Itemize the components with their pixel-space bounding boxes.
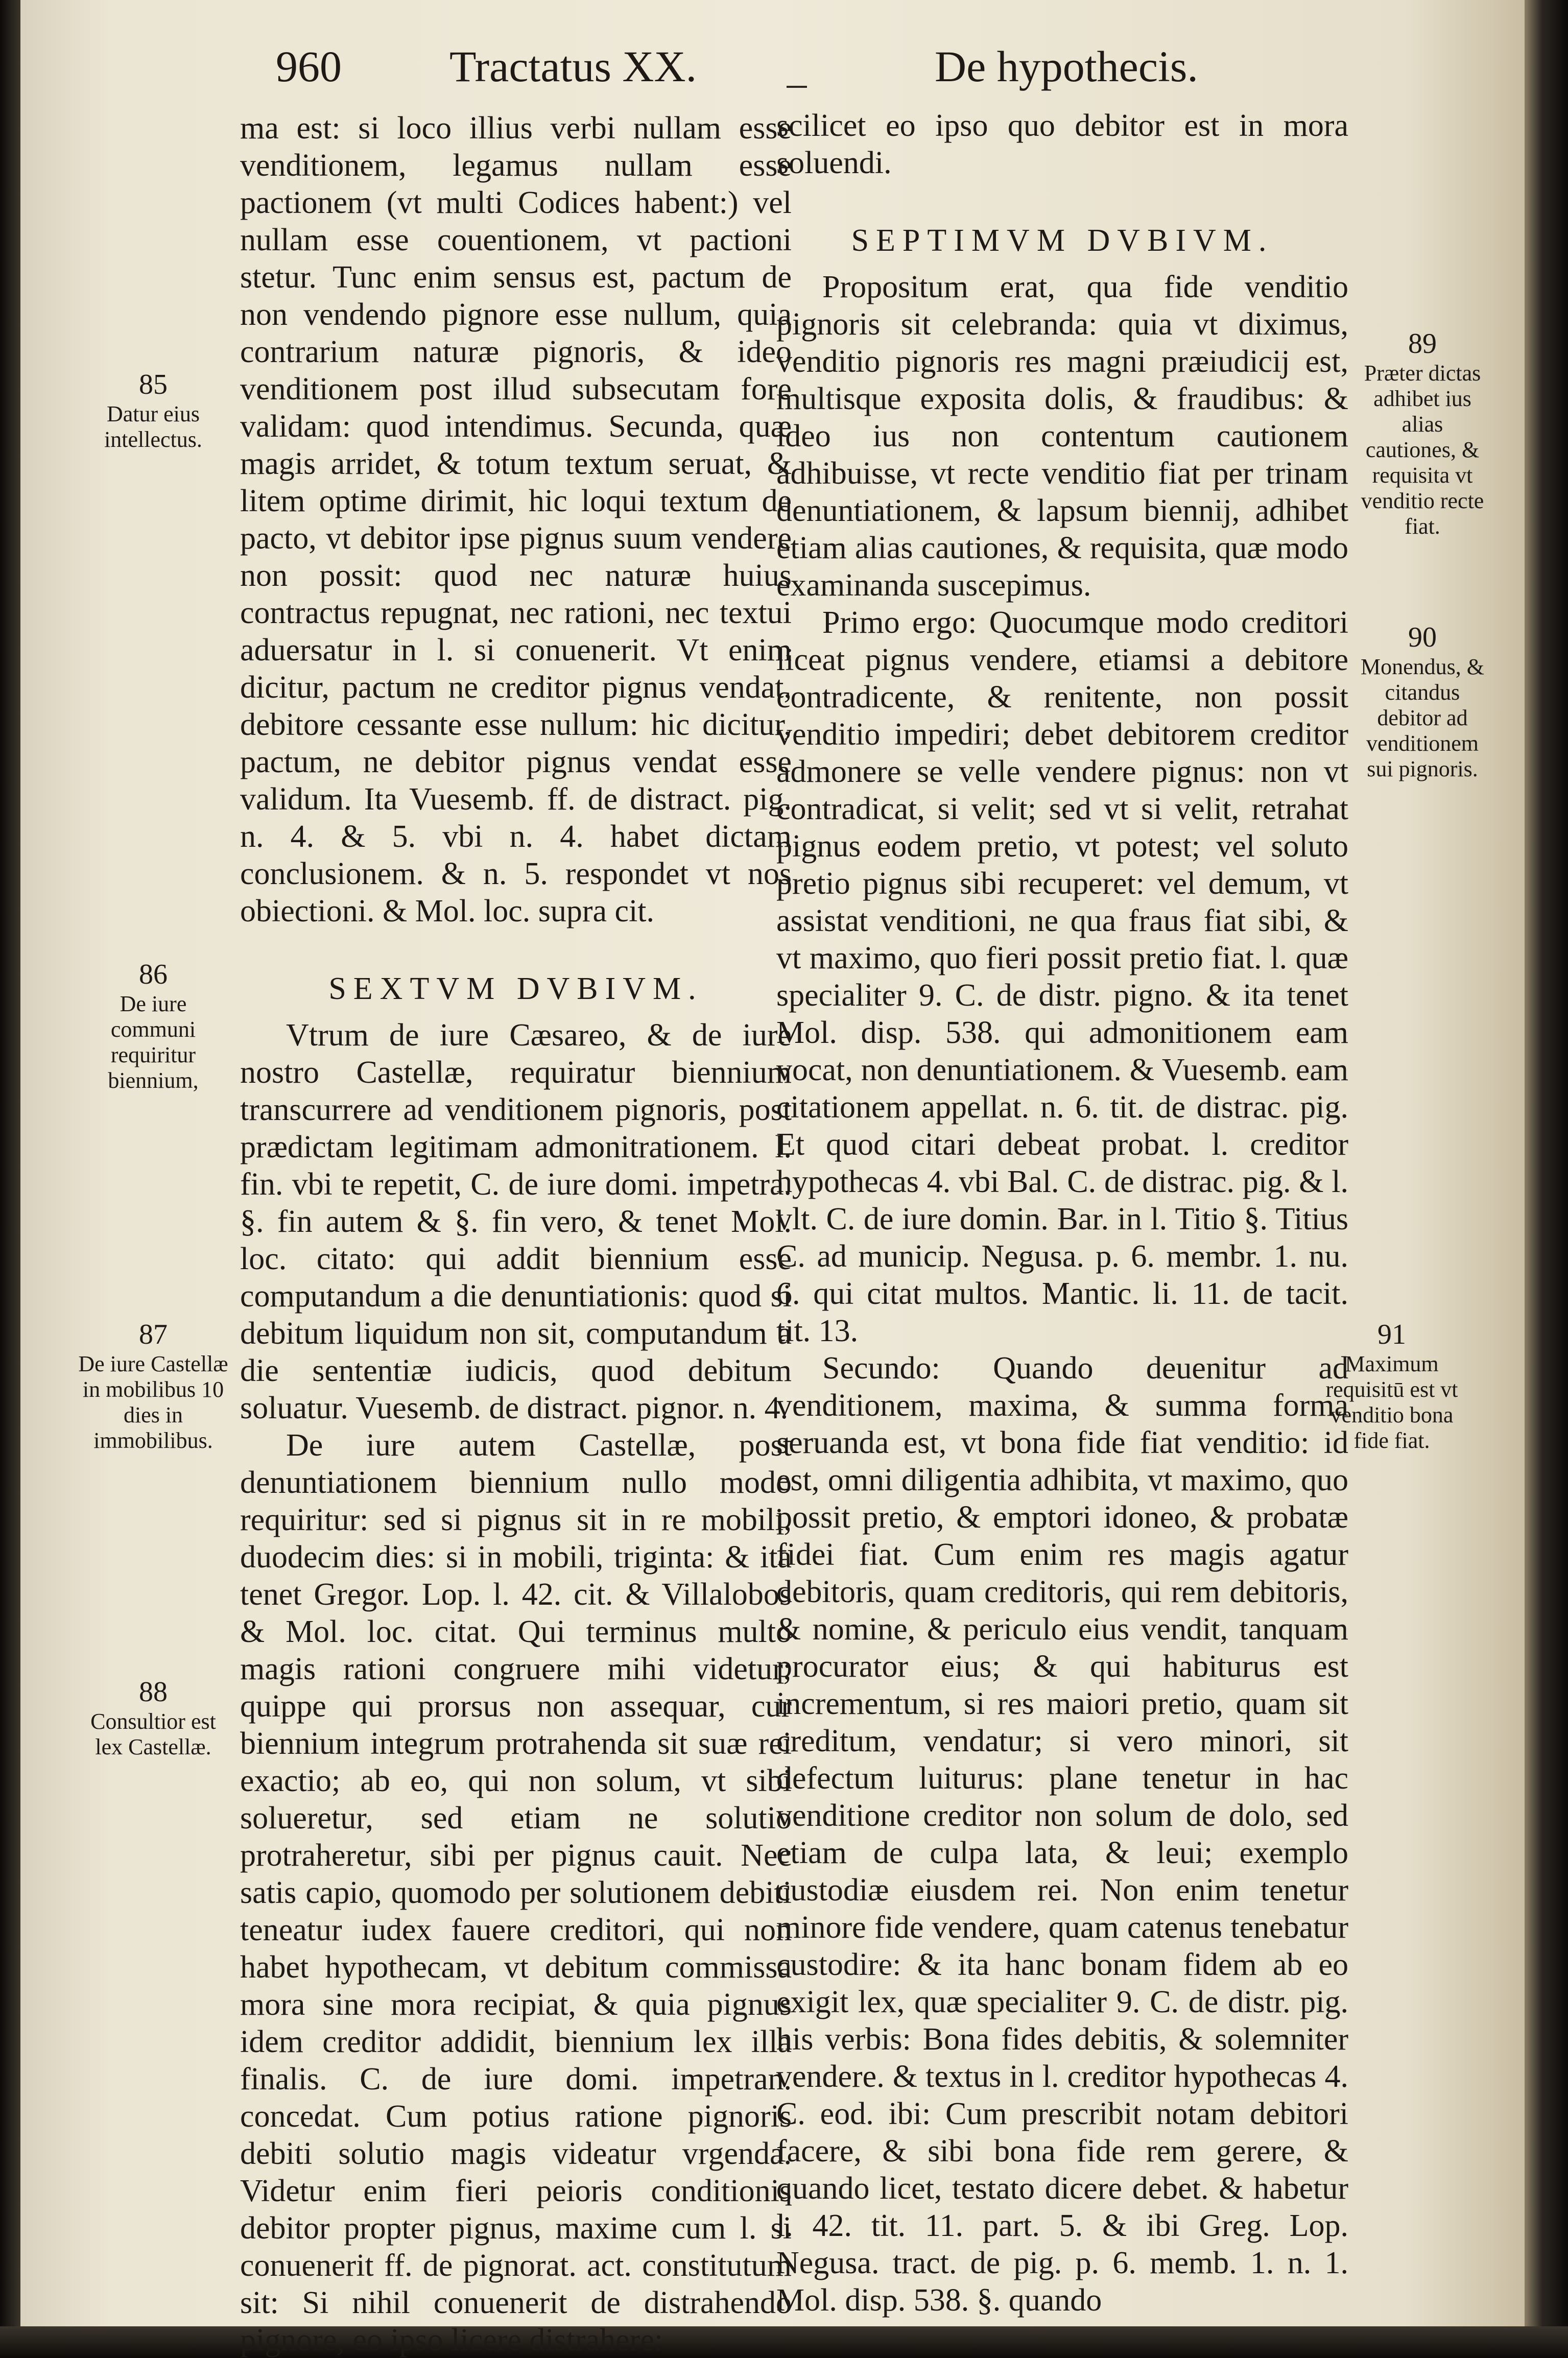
margin-note-85 — [77, 368, 230, 452]
margin-note-89 — [1356, 327, 1489, 539]
book-gutter-edge — [0, 0, 20, 2358]
margin-note-text: Datur eius intellectus. — [104, 401, 202, 452]
section-title-sextum: SEXTVM DVBIVM. — [328, 971, 703, 1006]
section-title-septimum: SEPTIMVM DVBIVM. — [851, 223, 1274, 258]
margin-note-text: De iure communi requiritur biennium, — [108, 991, 199, 1093]
running-title-right: De hypothecis. — [935, 42, 1198, 91]
margin-note-text: Maximum requisitū est vt venditio bona fide fiat. — [1325, 1351, 1458, 1453]
page-number: 960 — [276, 42, 342, 91]
running-title-left: Tractatus XX. — [449, 42, 697, 91]
left-section-paragraph: De iure autem Castellæ, post denuntiationem biennium nullo modo requiritur: sed si pignus sit in re mobili, duodecim dies: si in mobili, triginta: & ita tenet Gregor. Lop. l. 42. cit. & Villalobos & Mol. loc. citat. Qui terminus multo magis rationi congruere mihi videtur; quippe qui prorsus non assequar, cur biennium integrum protrahenda sit suæ rei exactio; ab eo, qui non solum, vt sibi solueretur, sed etiam ne solutio protraheretur, sibi per pignus cauit. Nec satis capio, quomodo per solutionem debiti teneatur iudex fauere creditori, qui non habet hypothecam, vt debitum commissa mora sine mora recipiat, & quia pignus idem creditor addidit, biennium lex illa finalis. C. de iure domi. impetran. concedat. Cum potius ratione pignoris debiti solutio magis videatur vrgenda. Videtur enim fieri peioris conditionis debitor propter pignus, maxime cum l. si conuenerit ff. de pignorat. act. constitutum sit: Si nihil conuenerit de distrahendo pignore, eo ipso licere distrahere: — [240, 1428, 792, 2357]
book-fore-edge — [1525, 0, 1568, 2358]
right-section-paragraph: Secundo: Quando deuenitur ad venditionem, maxima, & summa forma seruanda est, vt bona fide fiat venditio: id est, omni diligentia adhibita, vt maximo, quo possit pretio, & emptori idoneo, & probatæ fidei fiat. Cum enim res magis agatur debitoris, quam creditoris, qui rem debitoris, & nomine, & periculo eius vendit, tanquam procurator eius; & qui habiturus est incrementum, si res maiori pretio, quam sit creditum, vendatur; si vero minori, sit defectum luiturus: plane tenetur in hac venditione creditor non solum de dolo, sed etiam de culpa lata, & leui; exemplo custodiæ eiusdem rei. Non enim tenetur minore fide vendere, quam catenus tenebatur custodire: & ita hanc bonam fidem ab eo exigit lex, quæ specialiter 9. C. de distr. pig. his verbis: Bona fides debitis, & solemniter vendere. & textus in l. creditor hypothecas 4. C. eod. ibi: Cum prescribit notam debitori facere, & sibi bona fide rem gerere, & quando licet, testato dicere debet. & habetur l. 42. tit. 11. part. 5. & ibi Greg. Lop. Negusa. tract. de pig. p. 6. memb. 1. n. 1. Mol. disp. 538. §. quando — [776, 1351, 1348, 2318]
right-paragraph: scilicet eo ipso quo debitor est in mora soluendi. — [776, 108, 1348, 180]
margin-note-90 — [1356, 621, 1489, 782]
margin-note-number: 88 — [139, 1676, 168, 1708]
right-section-paragraph: Primo ergo: Quocumque modo creditori liceat pignus vendere, etiamsi a debitore contradicente, & renitente, non possit venditio impediri; debet debitorem creditor admonere se velle vendere pignus: non vt contradicat, si velit; sed vt si velit, retrahat pignus eodem pretio, vt potest; vel soluto pretio pignus sibi recuperet: vel demum, vt assistat venditioni, ne qua fraus fiat sibi, & vt maximo, quo fieri possit pretio fiat. l. quæ specialiter 9. C. de distr. pigno. & ita tenet Mol. disp. 538. qui admonitionem eam vocat, non denuntiationem. & Vuesemb. eam citationem appellat. n. 6. tit. de distrac. pig. Et quod citari debeat probat. l. creditor hypothecas 4. vbi Bal. C. de distrac. pig. & l. vlt. C. de iure domin. Bar. in l. Titio §. Titius C. ad municip. Negusa. p. 6. membr. 1. nu. 6. qui citat multos. Mantic. li. 11. de tacit. tit. 13. — [776, 605, 1348, 1348]
margin-note-text: Monendus, & citandus debitor ad venditionem sui pignoris. — [1361, 654, 1484, 781]
margin-note-87 — [77, 1318, 230, 1454]
header-rule — [787, 86, 807, 88]
margin-note-number: 86 — [139, 959, 168, 990]
margin-note-text: Præter dictas adhibet ius alias cautiones, & requisita vt venditio recte fiat. — [1361, 361, 1484, 539]
margin-note-number: 87 — [139, 1319, 168, 1350]
left-section-paragraph: Vtrum de iure Cæsareo, & de iure nostro Castellæ, requiratur biennium transcurrere ad venditionem pignoris, post prædictam legitimam admonitrationem. l. fin. vbi te repetit, C. de iure domi. impetra. §. fin autem & §. fin vero, & tenet Mol. loc. citato: qui addit biennium esse computandum a die denuntiationis: quod si debitum liquidum non sit, computandum a die sententiæ iudicis, quod debitum soluatur. Vuesemb. de distract. pignor. n. 4. — [240, 1018, 792, 1425]
margin-note-88 — [77, 1675, 230, 1760]
margin-note-number: 91 — [1377, 1319, 1406, 1350]
margin-note-number: 85 — [139, 369, 168, 400]
margin-note-text: Consultior est lex Castellæ. — [90, 1709, 216, 1759]
right-column — [776, 107, 1348, 2319]
left-paragraph: ma est: si loco illius verbi nullam esse venditionem, legamus nullam esse pactionem (vt multi Codices habent:) vel nullam esse couentionem, vt pactioni stetur. Tunc enim sensus est, pactum de non vendendo pignore esse nullum, quia contrarium naturæ pignoris, & ideo venditionem post illud subsecutam fore validam: quod intendimus. Secunda, quæ magis arridet, & totum textum seruat, & litem optime dirimit, hic loqui textum de pacto, vt debitor ipse pignus suum vendere non possit: quod nec naturæ huius contractus repugnat, nec rationi, nec textui aduersatur in l. si conuenerit. Vt enim dicitur, pactum ne creditor pignus vendat, debitore cessante esse nullum: hic dicitur, pactum, ne debitor pignus vendat esse validum. Ita Vuesemb. ff. de distract. pig. n. 4. & 5. vbi n. 4. habet dictam conclusionem. & n. 5. respondet vt nos obiectioni. & Mol. loc. supra cit. — [240, 111, 792, 928]
margin-note-91 — [1315, 1318, 1468, 1454]
margin-note-86 — [77, 958, 230, 1093]
margin-note-text: De iure Castellæ in mobilibus 10 dies in immobilibus. — [78, 1351, 228, 1453]
right-section-paragraph: Propositum erat, qua fide venditio pignoris sit celebranda: quia vt diximus, venditio pignoris res magni præiudicij est, multisque exposita dolis, & fraudibus: & ideo ius non contentum cautionem adhibuisse, vt recte venditio fiat per trinam denuntiationem, & lapsum biennij, adhibet etiam alias cautiones, & requisita, quæ modo examinanda suscepimus. — [776, 270, 1348, 603]
left-column — [240, 110, 792, 2358]
margin-note-number: 89 — [1408, 328, 1437, 360]
margin-note-number: 90 — [1408, 622, 1437, 653]
